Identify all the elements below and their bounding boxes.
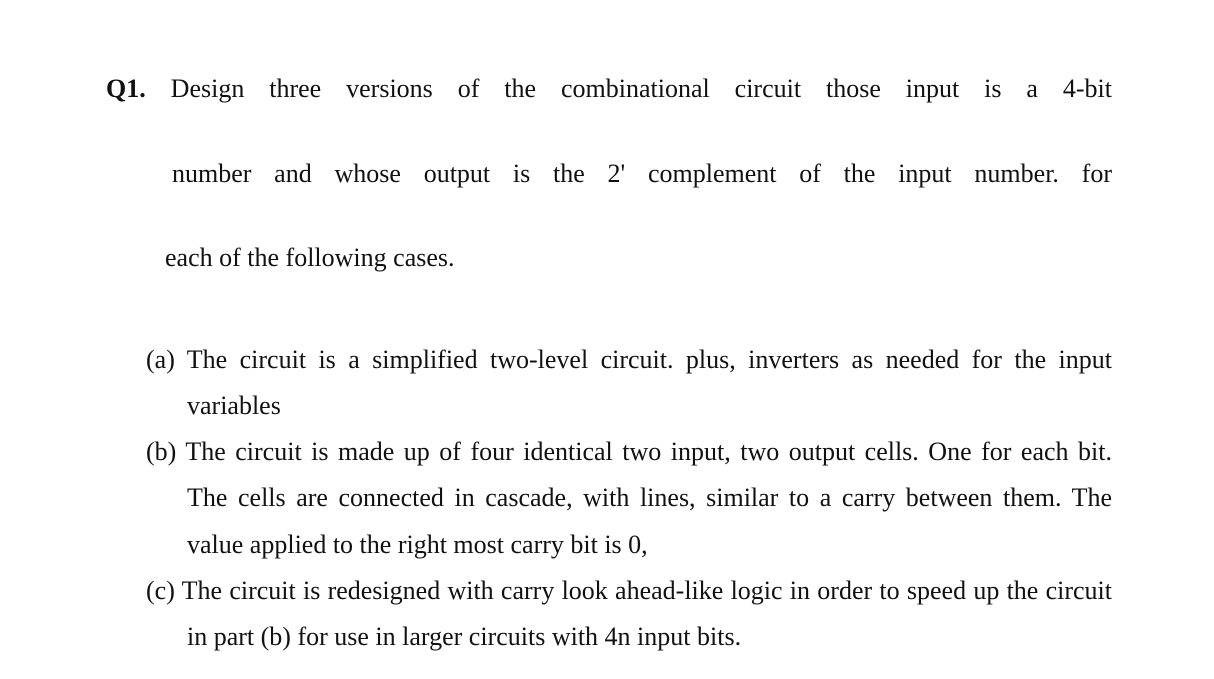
part-a-line-1: (a) The circuit is a simplified two-level circuit. plus, inverters as needed for the input <box>146 345 1112 374</box>
question-label: Q1. <box>106 74 146 103</box>
part-c-line-1: (c) The circuit is redesigned with carry look ahead-like logic in order to speed up the circuit <box>146 576 1112 605</box>
part-c-line-2: in part (b) for use in larger circuits with 4n input bits. <box>187 622 742 651</box>
question-line-1 <box>106 74 1112 104</box>
part-b-line-2: The cells are connected in cascade, with lines, similar to a carry between them. The <box>187 483 1112 512</box>
question-text-line-2: number and whose output is the 2' complement of the input number. for <box>172 159 1112 188</box>
question-text-line-3: each of the following cases. <box>165 243 455 272</box>
part-b-line-3: value applied to the right most carry bit is 0, <box>187 530 648 559</box>
question-text-line-1: Design three versions of the combinational circuit those input is a 4-bit <box>170 74 1113 103</box>
part-b-line-1: (b) The circuit is made up of four identical two input, two output cells. One for each bit. <box>146 437 1112 466</box>
part-a-line-2: variables <box>187 391 281 420</box>
